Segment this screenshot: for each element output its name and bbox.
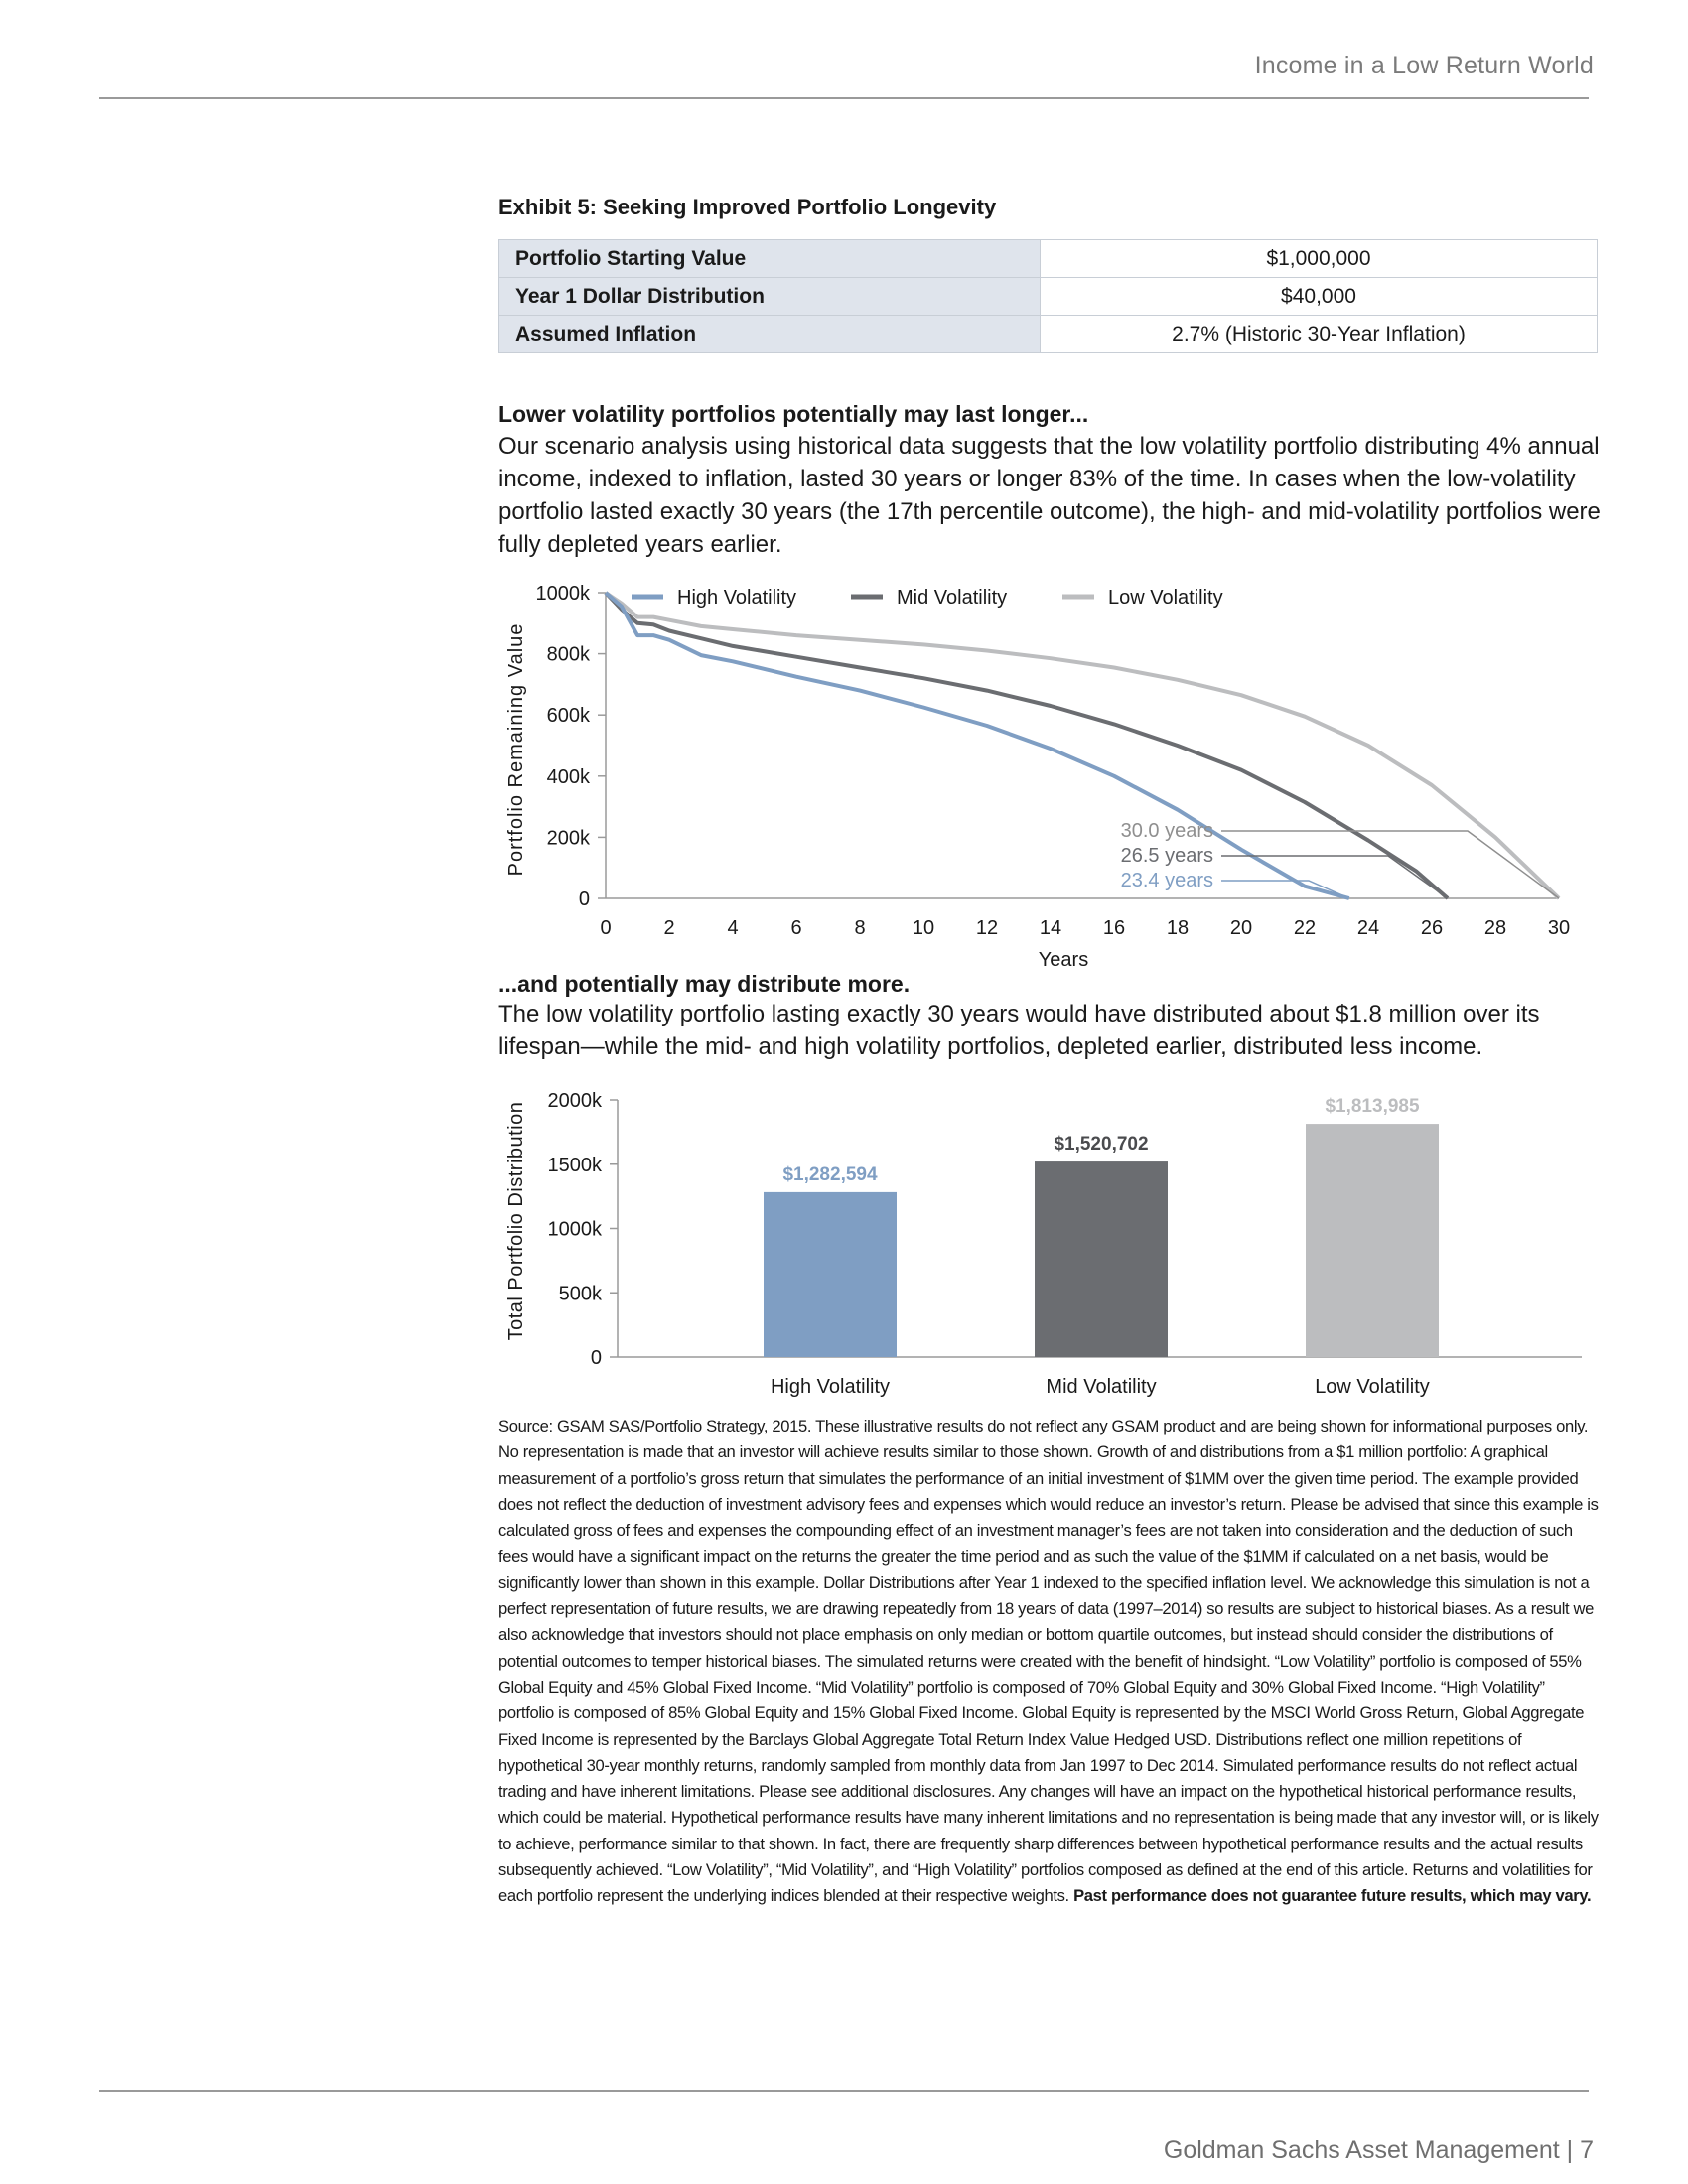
line-chart-x-tick-label: 22 [1293,917,1317,939]
line-chart-y-tick-label: 1000k [535,583,590,605]
section2-heading: ...and potentially may distribute more. [498,971,911,997]
legend-label: Mid Volatility [897,587,1008,609]
legend-label: High Volatility [677,587,797,609]
line-chart-y-tick-label: 800k [546,643,590,666]
line-chart-y-tick-label: 400k [546,765,590,788]
line-chart-x-tick-label: 26 [1420,917,1444,939]
bar-chart-y-tick-label: 1500k [547,1154,602,1176]
table-row-value: 2.7% (Historic 30-Year Inflation) [1041,316,1598,353]
section2-body: The low volatility portfolio lasting exactly 30 years would have distributed about $1.8 million over its lifespan—while the mid- and high volatility portfolios, depleted earlier, distributed less income. [498,1001,1540,1060]
source-disclosure [498,1414,1601,1910]
line-chart-x-tick-label: 6 [790,917,802,939]
section1-body: Our scenario analysis using historical data suggests that the low volatility portfolio distributing 4% annual income, indexed to inflation, lasted 30 years or longer 83% of the time. In cases when the low-volatility portfolio lasted exactly 30 years (the 17th percentile outcome), the high- and mid-volatility portfolios were fully depleted years earlier. [498,433,1601,558]
years-annotation: 26.5 years [1120,845,1213,867]
line-chart-x-axis-label: Years [1038,949,1089,971]
line-chart-y-tick-label: 0 [578,888,590,910]
exhibit-title: Exhibit 5: Seeking Improved Portfolio Longevity [498,195,997,219]
bar-data-label: $1,282,594 [782,1163,878,1185]
bar-chart-y-tick-label: 1000k [547,1218,602,1241]
bar-high-volatility [764,1192,897,1357]
table-row-label: Assumed Inflation [499,316,1041,353]
bar-data-label: $1,813,985 [1325,1096,1420,1118]
source-text: Source: GSAM SAS/Portfolio Strategy, 2015. These illustrative results do not reflect any GSAM product and are being shown for informational purposes only. No representation is made that an investor will achieve results similar to those shown. Growth of and distributions from a $1 million portfolio: A graphical measurement of a portfolio’s gross return that simulates the performance of an initial investment of $1MM over the given time period. The example provided does not reflect the deduction of investment advisory fees and expenses which would reduce an investor’s return. Please be advised that since this example is calculated gross of fees and expenses the compounding effect of an investment manager’s fees are not taken into consideration and the deduction of such fees would have a significant impact on the returns the greater the time period and as such the value of the $1MM if calculated on a net basis, would be significantly lower than shown in this example. Dollar Distributions after Year 1 indexed to the specified inflation level. We acknowledge this simulation is not a perfect representation of future results, we are drawing repeatedly from 18 years of data (1997–2014) so results are subject to historical biases. As a result we also acknowledge that investors should not place emphasis on only median or bottom quartile outcomes, but instead should consider the distributions of potential outcomes to temper historical biases. The simulated returns were created with the benefit of hindsight. “Low Volatility” portfolio is composed of 55% Global Equity and 45% Global Fixed Income. “Mid Volatility” portfolio is composed of 70% Global Equity and 30% Global Fixed Income. “High Volatility” portfolio is composed of 85% Global Equity and 15% Global Fixed Income. Global Equity is represented by the MSCI World Gross Return, Global Aggregate Fixed Income is represented by the Barclays Global Aggregate Total Return Index Value Hedged USD. Distributions reflect one million repetitions of hypothetical 30-year monthly returns, randomly sampled from monthly data from Jan 1997 to Dec 2014. Simulated performance results do not reflect actual trading and have inherent limitations. Please see additional disclosures. Any changes will have an impact on the hypothetical historical performance results, which could be material. Hypothetical performance results have many inherent limitations and no representation is being made that any investor will, or is likely to achieve, performance similar to that shown. In fact, there are frequently sharp differences between hypothetical performance results and the actual results subsequently achieved. “Low Volatility”, “Mid Volatility”, and “High Volatility” portfolios composed as defined at the end of this article. Returns and volatilities for each portfolio represent the underlying indices blended at their respective weights. [498,1417,1599,1906]
line-chart-x-tick-label: 10 [912,917,935,939]
line-chart-x-tick-label: 0 [600,917,612,939]
bar-category-label: Low Volatility [1315,1376,1430,1398]
line-chart-x-tick-label: 24 [1356,917,1380,939]
bar-category-label: High Volatility [770,1376,891,1398]
section1-heading: Lower volatility portfolios potentially may last longer... [498,401,1089,427]
line-chart-x-tick-label: 12 [975,917,999,939]
line-chart-x-tick-label: 14 [1039,917,1062,939]
bar-data-label: $1,520,702 [1054,1134,1149,1156]
running-header: Income in a Low Return World [1254,52,1594,79]
table-row-label: Portfolio Starting Value [499,240,1041,278]
line-chart-x-tick-label: 30 [1547,917,1571,939]
bar-chart-y-tick-label: 2000k [547,1090,602,1112]
bar-low-volatility [1306,1124,1439,1357]
line-chart-x-tick-label: 18 [1166,917,1190,939]
years-annotation: 23.4 years [1120,870,1213,891]
line-chart-y-axis-label: Portfolio Remaining Value [505,622,527,877]
line-chart-x-tick-label: 16 [1102,917,1126,939]
line-chart-x-tick-label: 20 [1229,917,1253,939]
footer-rule [99,2090,1589,2092]
line-chart-x-tick-label: 2 [663,917,675,939]
running-footer: Goldman Sachs Asset Management | 7 [1163,2136,1594,2164]
table-row-label: Year 1 Dollar Distribution [499,278,1041,316]
source-bold-warning: Past performance does not guarantee future results, which may vary. [1073,1886,1592,1906]
line-chart-x-tick-label: 8 [854,917,866,939]
bar-chart-y-tick-label: 500k [558,1283,602,1305]
bar-chart-y-tick-label: 0 [590,1347,602,1369]
line-chart-y-tick-label: 600k [546,705,590,728]
bar-chart-y-axis-label: Total Portfolio Distribution [505,1101,527,1341]
line-chart-x-tick-label: 28 [1483,917,1507,939]
bar-mid-volatility [1035,1161,1168,1357]
years-annotation: 30.0 years [1120,820,1213,842]
bar-category-label: Mid Volatility [1046,1376,1157,1398]
legend-label: Low Volatility [1108,587,1223,609]
line-chart-y-tick-label: 200k [546,827,590,850]
table-row-value: $1,000,000 [1041,240,1598,278]
line-chart-x-tick-label: 4 [727,917,739,939]
table-row-value: $40,000 [1041,278,1598,316]
